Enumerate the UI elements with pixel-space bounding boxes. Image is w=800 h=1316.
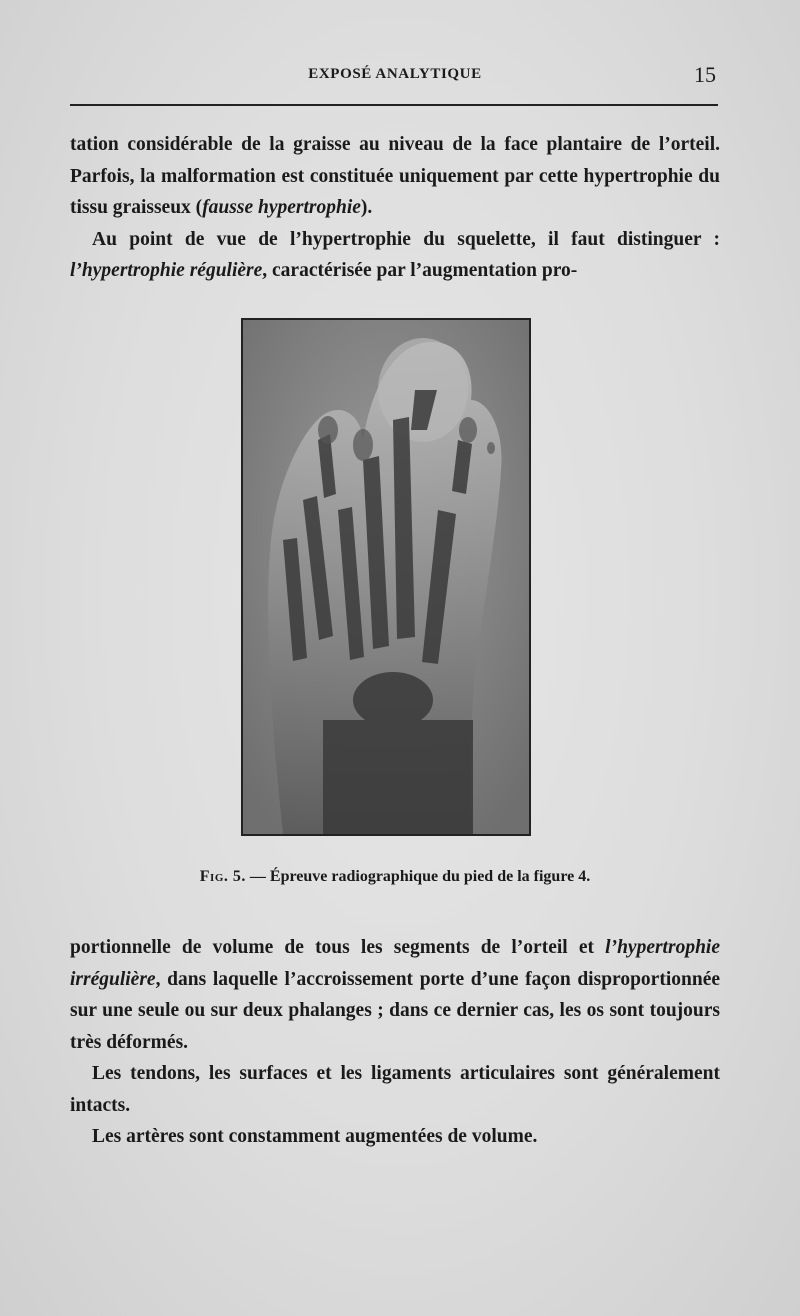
- figure-label: Fig. 5.: [199, 868, 246, 885]
- paragraph-skeleton: [70, 224, 720, 287]
- paragraph-continuation: [70, 932, 720, 1058]
- paragraph-tendons: Les tendons, les surfaces et les ligaments articulaires sont généralement intacts.: [70, 1063, 720, 1116]
- paragraph-text: , dans laquelle l’accroissement porte d’une façon disproportionnée sur une seule ou sur deux phalanges ; dans ce dernier cas, les os sont toujours très déformés.: [70, 968, 720, 1053]
- paragraph-text: , caractérisée par l’augmentation pro-: [262, 260, 578, 281]
- running-head: [70, 62, 720, 90]
- italic-term: fausse hypertrophie: [202, 197, 361, 218]
- paragraph-continuation: [70, 129, 720, 224]
- text-block-top: [70, 129, 720, 287]
- foot-radiograph-image: [243, 320, 529, 834]
- italic-term: l’hypertrophie régulière: [70, 260, 263, 281]
- header-rule: [70, 104, 718, 106]
- figure-caption: [70, 868, 720, 886]
- paragraph-text: portionnelle de volume de tous les segments de l’orteil et: [70, 937, 606, 958]
- paragraph-text: tation considérable de la graisse au niveau de la face plantaire de l’orteil. Parfois, la malformation est constituée uniquement par cette hypertrophie du tissu graisseux (: [70, 134, 720, 218]
- paragraph-text: ).: [360, 197, 373, 218]
- text-block-bottom: [70, 932, 720, 1153]
- running-title: EXPOSÉ ANALYTIQUE: [308, 66, 482, 82]
- figure-caption-text: — Épreuve radiographique du pied de la figure 4.: [245, 868, 591, 885]
- radiograph-figure: [241, 318, 531, 836]
- italic-term: l’hypertrophie irrégulière: [70, 937, 720, 990]
- paragraph-text: Au point de vue de l’hypertrophie du squelette, il faut distinguer :: [92, 228, 720, 250]
- paragraph-arteries: Les artères sont constamment augmentées de volume.: [92, 1126, 538, 1147]
- page-number: 15: [694, 62, 716, 87]
